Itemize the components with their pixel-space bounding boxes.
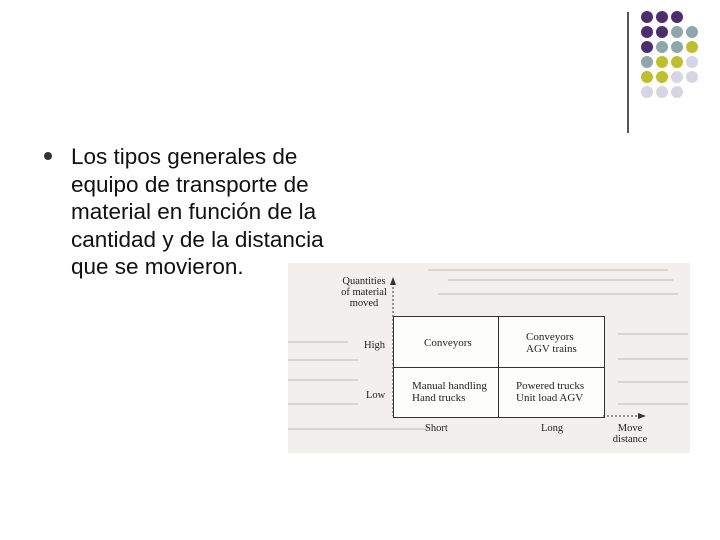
- bullet-text: Los tipos generales de equipo de transporte de material en función de la cantidad y de la distancia que se movieron.: [71, 144, 324, 279]
- decorative-dot: [641, 71, 653, 83]
- cell-high-long: Conveyors AGV trains: [526, 331, 577, 355]
- decorative-dot: [671, 41, 683, 53]
- decorative-dot: [641, 56, 653, 68]
- bullet-point-icon: [44, 152, 52, 160]
- decorative-dot: [671, 86, 683, 98]
- y-level-high: High: [364, 340, 385, 351]
- decorative-dot: [641, 41, 653, 53]
- cell-low-short: Manual handling Hand trucks: [412, 380, 487, 404]
- decorative-dot: [656, 41, 668, 53]
- cell-high-short: Conveyors: [424, 337, 472, 349]
- decorative-dot: [641, 26, 653, 38]
- decorative-dot: [671, 26, 683, 38]
- decorative-dot: [656, 86, 668, 98]
- cell-low-long: Powered trucks Unit load AGV: [516, 380, 585, 404]
- x-level-long: Long: [541, 423, 564, 434]
- decorative-dot: [686, 56, 698, 68]
- scanned-diagram-image: [288, 263, 690, 453]
- decorative-dot: [641, 11, 653, 23]
- decorative-dot: [686, 26, 698, 38]
- decorative-dot: [641, 86, 653, 98]
- y-level-low: Low: [366, 390, 386, 401]
- decorative-dot: [671, 71, 683, 83]
- decorative-dot: [656, 71, 668, 83]
- decorative-dot: [656, 26, 668, 38]
- decorative-vertical-line: [627, 12, 629, 133]
- decorative-dot: [671, 56, 683, 68]
- decorative-dot: [656, 11, 668, 23]
- decorative-dot: [686, 71, 698, 83]
- x-level-short: Short: [425, 423, 448, 434]
- decorative-dot: [671, 11, 683, 23]
- decorative-dot: [656, 56, 668, 68]
- x-axis-title: Move distance: [612, 423, 648, 445]
- y-axis-title: Quantities of material moved: [341, 276, 387, 309]
- decorative-dot: [686, 41, 698, 53]
